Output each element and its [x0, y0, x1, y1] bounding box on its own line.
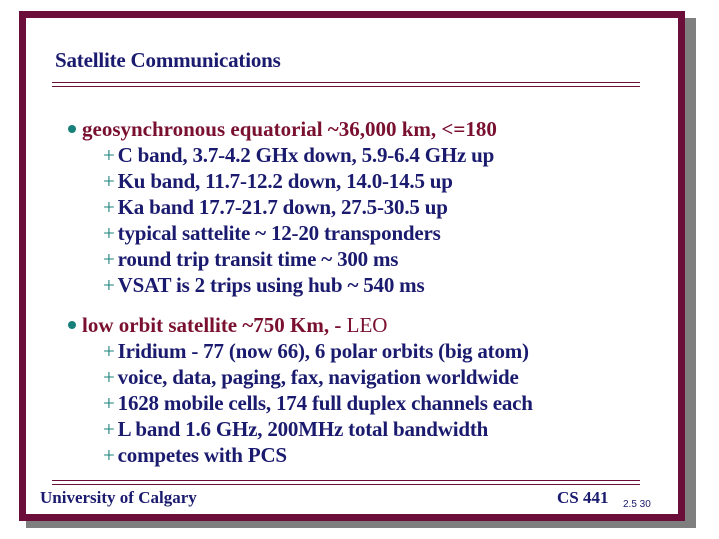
- plus-icon: +: [103, 169, 115, 193]
- plus-icon: +: [103, 221, 115, 245]
- bullet-low-orbit: [68, 313, 387, 338]
- sub-item-text: typical sattelite ~ 12-20 transponders: [117, 221, 441, 245]
- sub-item-text: Iridium - 77 (now 66), 6 polar orbits (big atom): [117, 339, 529, 363]
- sub-item-text: 1628 mobile cells, 174 full duplex channels each: [117, 391, 533, 415]
- slide-title: Satellite Communications: [55, 48, 281, 72]
- plus-icon: +: [103, 443, 115, 467]
- footer-rule-bottom: [52, 484, 640, 485]
- bullet-geosynchronous: [68, 117, 497, 142]
- plus-icon: +: [103, 143, 115, 167]
- bullet-dot-icon: [68, 125, 76, 133]
- sub-item-text: L band 1.6 GHz, 200MHz total bandwidth: [117, 417, 489, 441]
- sub-item: [103, 391, 533, 416]
- slide-number: 2.5 30: [623, 499, 651, 510]
- sub-item: [103, 273, 424, 298]
- sub-item-text: competes with PCS: [117, 443, 287, 467]
- sub-item: [103, 443, 287, 468]
- sub-item: [103, 339, 529, 364]
- sub-item: [103, 221, 441, 246]
- sub-item-text: VSAT is 2 trips using hub ~ 540 ms: [117, 273, 425, 297]
- bullet-dot-icon: [68, 321, 76, 329]
- plus-icon: +: [103, 391, 115, 415]
- plus-icon: +: [103, 195, 115, 219]
- title-rule-bottom: [52, 86, 640, 87]
- plus-icon: +: [103, 339, 115, 363]
- sub-item: [103, 247, 398, 272]
- bullet-head-text: geosynchronous equatorial ~36,000 km, <=180: [82, 117, 497, 141]
- sub-item: [103, 365, 519, 390]
- footer-rule-top: [52, 480, 640, 481]
- sub-item: [103, 169, 453, 194]
- plus-icon: +: [103, 273, 115, 297]
- sub-item: [103, 143, 494, 168]
- sub-item: [103, 195, 448, 220]
- sub-item: [103, 417, 488, 442]
- footer-course: CS 441: [557, 488, 609, 507]
- plus-icon: +: [103, 365, 115, 389]
- plus-icon: +: [103, 247, 115, 271]
- plus-icon: +: [103, 417, 115, 441]
- sub-item-text: C band, 3.7-4.2 GHx down, 5.9-6.4 GHz up: [117, 143, 495, 167]
- sub-item-text: Ka band 17.7-21.7 down, 27.5-30.5 up: [117, 195, 448, 219]
- title-rule-top: [52, 82, 640, 83]
- bullet-head-suffix: LEO: [346, 313, 388, 337]
- footer-institution: University of Calgary: [40, 488, 197, 507]
- sub-item-text: voice, data, paging, fax, navigation worldwide: [117, 365, 519, 389]
- sub-item-text: Ku band, 11.7-12.2 down, 14.0-14.5 up: [117, 169, 453, 193]
- bullet-head-text: low orbit satellite ~750 Km, -: [82, 313, 342, 337]
- sub-item-text: round trip transit time ~ 300 ms: [117, 247, 399, 271]
